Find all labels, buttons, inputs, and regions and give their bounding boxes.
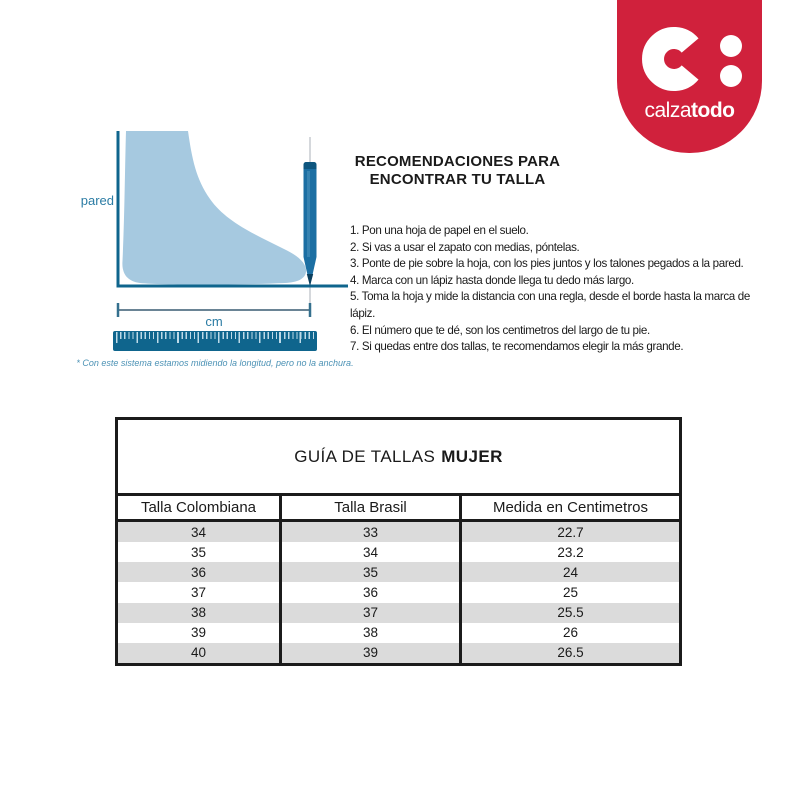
table-cell: 25 bbox=[562, 584, 579, 600]
table-row bbox=[118, 582, 679, 602]
table-row bbox=[118, 623, 679, 643]
size-guide-table bbox=[115, 417, 682, 666]
step-3: 3. Ponte de pie sobre la hoja, con los pies juntos y los talones pegados a la pared. bbox=[350, 257, 744, 271]
table-cell: 39 bbox=[118, 623, 282, 643]
table-row bbox=[118, 603, 679, 623]
column-header-medida-cm: Medida en Centimetros bbox=[492, 499, 649, 516]
table-cell: 26.5 bbox=[557, 645, 584, 661]
recommendations-title-line2: ENCONTRAR TU TALLA bbox=[369, 171, 546, 188]
table-cell: 39 bbox=[282, 643, 462, 663]
table-cell: 36 bbox=[282, 582, 462, 602]
measuring-caption: * Con este sistema estamos midiendo la longitud, pero no la anchura. bbox=[76, 358, 354, 368]
table-cell: 38 bbox=[282, 623, 462, 643]
table-cell: 36 bbox=[118, 562, 282, 582]
table-cell: 37 bbox=[118, 582, 282, 602]
column-header-talla-brasil: Talla Brasil bbox=[282, 496, 462, 519]
ruler-minor-ticks bbox=[116, 332, 314, 339]
table-row bbox=[118, 522, 679, 542]
brand-wordmark bbox=[617, 99, 762, 123]
calzatodo-logo bbox=[617, 0, 762, 153]
table-cell: 37 bbox=[282, 603, 462, 623]
column-header-talla-colombiana: Talla Colombiana bbox=[118, 496, 282, 519]
table-cell: 23.2 bbox=[557, 544, 584, 560]
table-cell: 35 bbox=[282, 562, 462, 582]
calzatodo-monogram-icon bbox=[617, 0, 762, 100]
foot-diagram-illustration bbox=[60, 125, 360, 325]
wall-label: pared bbox=[80, 193, 114, 208]
cm-label: cm bbox=[205, 314, 223, 329]
table-title-bold: MUJER bbox=[441, 446, 503, 466]
ruler-icon bbox=[113, 331, 317, 351]
table-title bbox=[118, 420, 679, 493]
step-4: 4. Marca con un lápiz hasta donde llega tu dedo más largo. bbox=[350, 273, 634, 287]
table-row bbox=[118, 643, 679, 663]
brand-calza: calza bbox=[644, 99, 692, 122]
step-5: 5. Toma la hoja y mide la distancia con una regla, desde el borde hasta la marca de lápiz. bbox=[350, 290, 750, 320]
table-cell: 34 bbox=[282, 542, 462, 562]
table-cell: 38 bbox=[118, 603, 282, 623]
step-1: 1. Pon una hoja de papel en el suelo. bbox=[350, 224, 529, 237]
table-cell: 33 bbox=[282, 522, 462, 542]
table-title-regular: GUÍA DE TALLAS bbox=[294, 446, 436, 466]
table-header-row bbox=[118, 493, 679, 522]
table-cell: 24 bbox=[562, 564, 579, 580]
table-cell: 34 bbox=[118, 522, 282, 542]
step-2: 2. Si vas a usar el zapato con medias, póntelas. bbox=[350, 240, 580, 254]
table-row bbox=[118, 542, 679, 562]
table-row bbox=[118, 562, 679, 582]
table-cell: 22.7 bbox=[557, 524, 584, 540]
table-cell: 26 bbox=[562, 625, 579, 641]
table-cell: 40 bbox=[118, 643, 282, 663]
foot-silhouette bbox=[122, 131, 306, 285]
foot-measuring-diagram bbox=[60, 125, 370, 380]
recommendations-title bbox=[345, 153, 570, 189]
brand-todo: todo bbox=[691, 99, 735, 122]
recommendations-title-line1: RECOMENDACIONES PARA bbox=[354, 153, 561, 170]
table-body bbox=[118, 522, 679, 663]
step-6: 6. El número que te dé, son los centimetros del largo de tu pie. bbox=[350, 323, 650, 337]
step-7: 7. Si quedas entre dos tallas, te recomendamos elegir la más grande. bbox=[350, 340, 684, 354]
table-cell: 25.5 bbox=[557, 605, 584, 621]
table-cell: 35 bbox=[118, 542, 282, 562]
instruction-steps bbox=[350, 223, 764, 356]
